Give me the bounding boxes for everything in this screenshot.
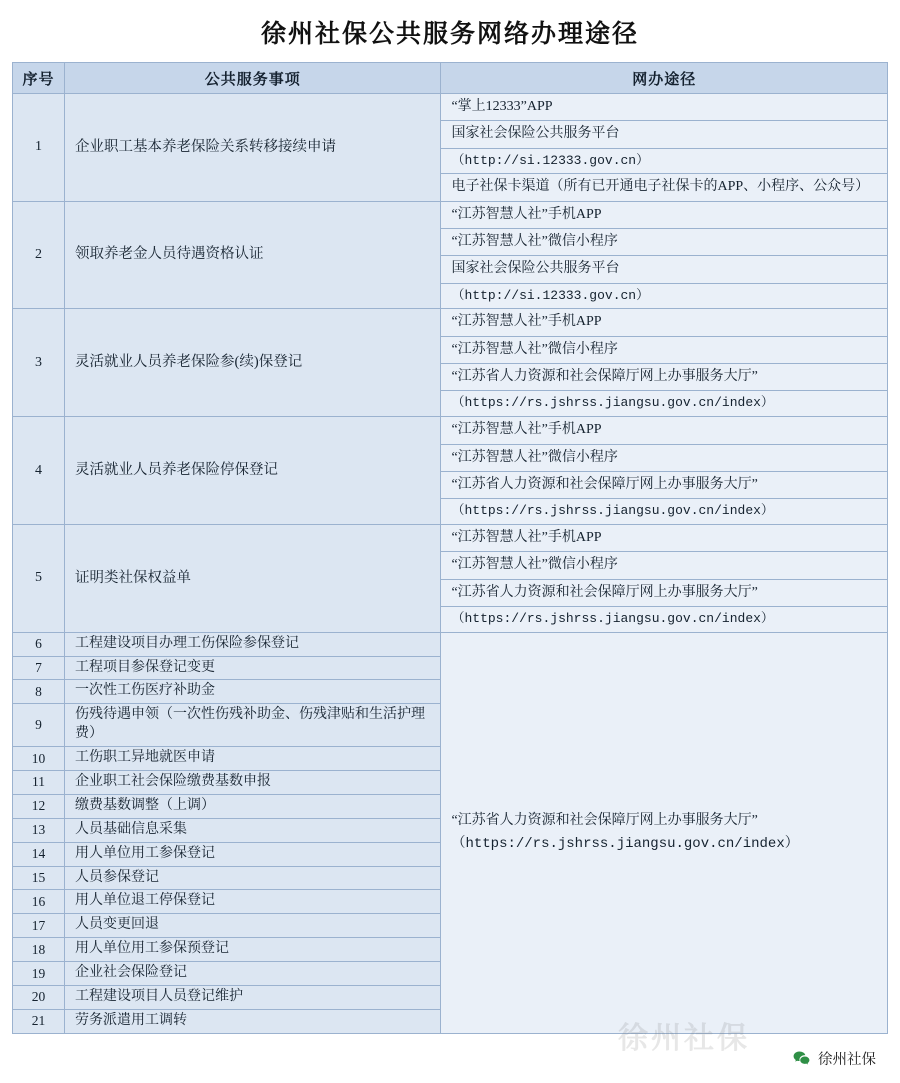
service-ways: [441, 94, 888, 202]
service-ways-merged: [441, 632, 888, 1033]
row-number: 9: [13, 704, 65, 747]
row-number: 3: [13, 309, 65, 417]
service-ways: [441, 417, 888, 525]
row-number: 16: [13, 890, 65, 914]
row-number: 21: [13, 1009, 65, 1033]
row-number: 2: [13, 201, 65, 309]
way-entry: “江苏智慧人社”微信小程序: [441, 445, 887, 472]
row-number: 8: [13, 680, 65, 704]
row-number: 20: [13, 986, 65, 1010]
row-number: 7: [13, 656, 65, 680]
service-item: 工程项目参保登记变更: [65, 656, 441, 680]
service-item: 用人单位用工参保预登记: [65, 938, 441, 962]
wechat-account-footer: [792, 1048, 876, 1069]
table-row: [13, 524, 888, 632]
row-number: 6: [13, 632, 65, 656]
way-entry: “江苏省人力资源和社会保障厅网上办事服务大厅”: [441, 472, 887, 499]
service-item: 劳务派遣用工调转: [65, 1009, 441, 1033]
service-item: 工程建设项目办理工伤保险参保登记: [65, 632, 441, 656]
service-item: 企业职工基本养老保险关系转移接续申请: [65, 94, 441, 202]
service-item: 人员参保登记: [65, 866, 441, 890]
service-item: 企业职工社会保险缴费基数申报: [65, 771, 441, 795]
way-entry: 国家社会保险公共服务平台: [441, 256, 887, 283]
service-item: 工伤职工异地就医申请: [65, 747, 441, 771]
service-ways: [441, 524, 888, 632]
row-number: 15: [13, 866, 65, 890]
row-number: 19: [13, 962, 65, 986]
way-entry: （https://rs.jshrss.jiangsu.gov.cn/index）: [451, 610, 774, 626]
service-item: 灵活就业人员养老保险停保登记: [65, 417, 441, 525]
way-entry: “江苏省人力资源和社会保障厅网上办事服务大厅”: [441, 364, 887, 391]
service-item: 领取养老金人员待遇资格认证: [65, 201, 441, 309]
row-number: 4: [13, 417, 65, 525]
way-entry: “江苏智慧人社”微信小程序: [441, 229, 887, 256]
service-ways: [441, 309, 888, 417]
way-entry: “掌上12333”APP: [441, 94, 887, 121]
service-item: 缴费基数调整（上调）: [65, 794, 441, 818]
service-item: 伤残待遇申领（一次性伤残补助金、伤残津贴和生活护理费）: [65, 704, 441, 747]
column-header-no: 序号: [13, 63, 65, 94]
way-entry: “江苏智慧人社”手机APP: [441, 202, 887, 229]
row-number: 12: [13, 794, 65, 818]
row-number: 14: [13, 842, 65, 866]
way-entry: “江苏智慧人社”手机APP: [441, 525, 887, 552]
service-table: [12, 62, 888, 1034]
way-entry: 电子社保卡渠道（所有已开通电子社保卡的APP、小程序、公众号）: [451, 179, 870, 195]
row-number: 18: [13, 938, 65, 962]
row-number: 11: [13, 771, 65, 795]
service-item: 用人单位退工停保登记: [65, 890, 441, 914]
way-entry: “江苏智慧人社”手机APP: [441, 309, 887, 336]
column-header-item: 公共服务事项: [65, 63, 441, 94]
way-entry: “江苏省人力资源和社会保障厅网上办事服务大厅”: [451, 813, 758, 829]
way-entry: （http://si.12333.gov.cn）: [451, 287, 650, 303]
row-number: 13: [13, 818, 65, 842]
table-row: [13, 632, 888, 656]
service-item: 工程建设项目人员登记维护: [65, 986, 441, 1010]
table-row: [13, 309, 888, 417]
row-number: 1: [13, 94, 65, 202]
table-header-row: [13, 63, 888, 94]
table-row: [13, 94, 888, 202]
way-entry: “江苏智慧人社”微信小程序: [441, 337, 887, 364]
service-item: 企业社会保险登记: [65, 962, 441, 986]
way-entry: （https://rs.jshrss.jiangsu.gov.cn/index）: [451, 395, 774, 411]
service-ways: [441, 201, 888, 309]
service-item: 一次性工伤医疗补助金: [65, 680, 441, 704]
way-entry: （https://rs.jshrss.jiangsu.gov.cn/index）: [451, 835, 799, 852]
way-entry: “江苏智慧人社”手机APP: [441, 417, 887, 444]
watermark: 徐州社保: [618, 1022, 750, 1055]
table-row: [13, 417, 888, 525]
service-item: 灵活就业人员养老保险参(续)保登记: [65, 309, 441, 417]
service-item: 用人单位用工参保登记: [65, 842, 441, 866]
wechat-account-name: 徐州社保: [818, 1052, 876, 1068]
column-header-way: 网办途径: [441, 63, 888, 94]
service-item: 人员基础信息采集: [65, 818, 441, 842]
wechat-icon: [792, 1049, 811, 1068]
row-number: 10: [13, 747, 65, 771]
way-entry: （http://si.12333.gov.cn）: [441, 149, 887, 175]
page-title: 徐州社保公共服务网络办理途径: [260, 21, 639, 48]
way-entry: （https://rs.jshrss.jiangsu.gov.cn/index）: [451, 503, 774, 519]
way-entry: 国家社会保险公共服务平台: [441, 121, 887, 148]
way-entry: “江苏智慧人社”微信小程序: [441, 552, 887, 579]
service-item: 证明类社保权益单: [65, 524, 441, 632]
service-item: 人员变更回退: [65, 914, 441, 938]
table-row: [13, 201, 888, 309]
row-number: 17: [13, 914, 65, 938]
way-entry: “江苏省人力资源和社会保障厅网上办事服务大厅”: [441, 580, 887, 607]
row-number: 5: [13, 524, 65, 632]
